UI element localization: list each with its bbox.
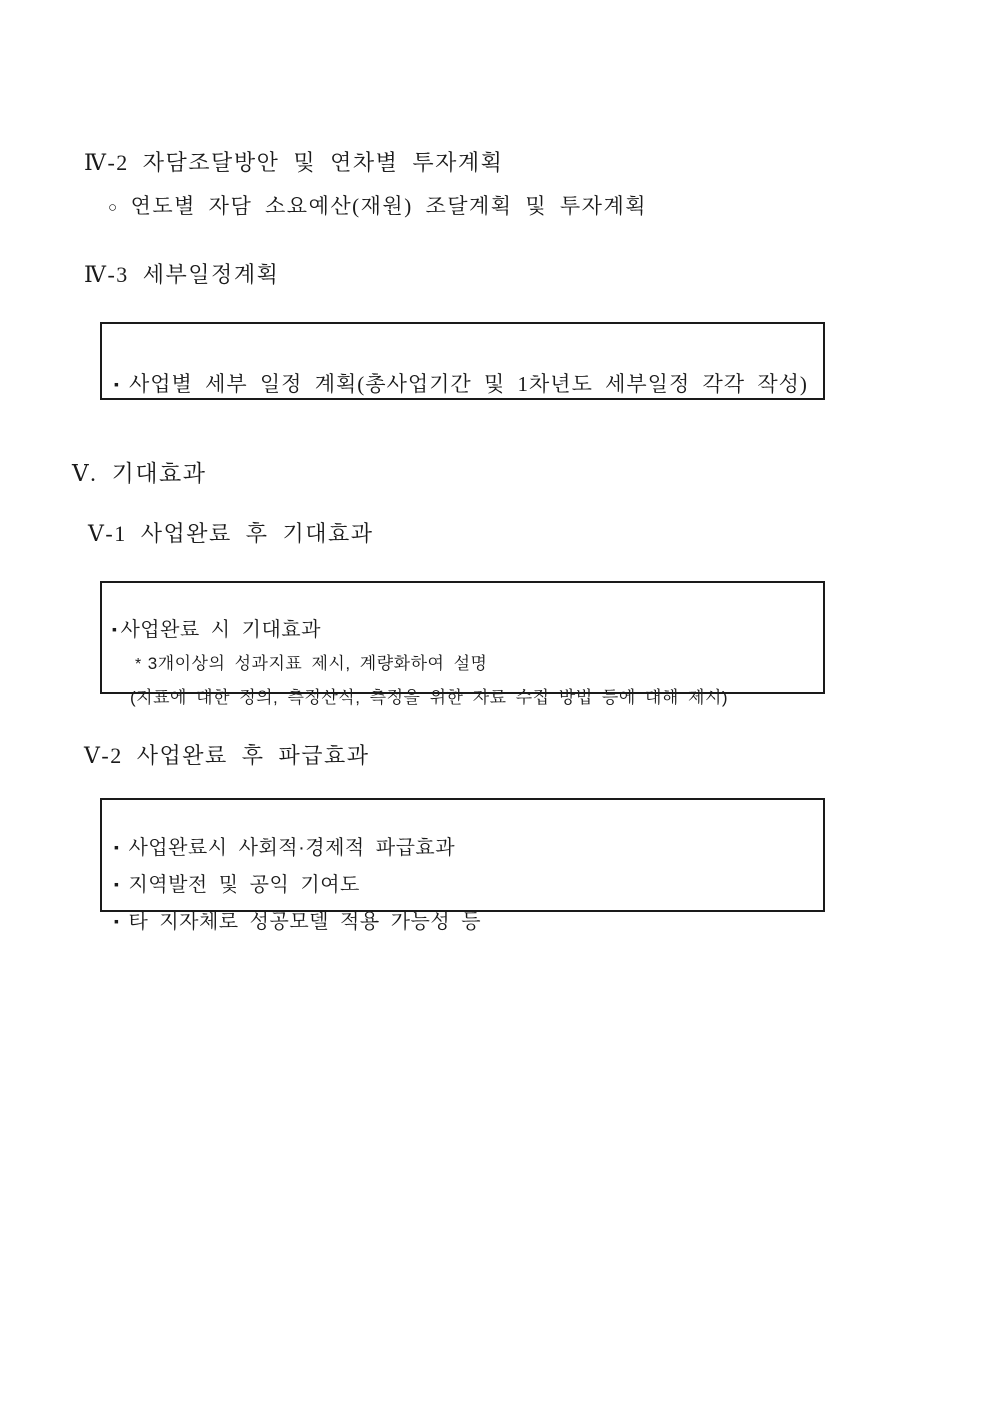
schedule-instruction-box	[100, 322, 825, 400]
circle-bullet-icon: ○	[108, 200, 119, 216]
expected-effects-box	[100, 581, 825, 707]
expected-effects-note1-text: 3개이상의 성과지표 제시, 계량화하여 설명	[147, 654, 488, 673]
heading-v-1: Ⅴ-1 사업완료 후 기대효과	[88, 521, 374, 546]
heading-iv-3: Ⅳ-3 세부일정계획	[84, 262, 280, 287]
square-bullet-icon: ▪	[114, 839, 120, 855]
expected-effects-title-line	[112, 613, 321, 642]
list-item-iv-2-text: 연도별 자담 소요예산(재원) 조달계획 및 투자계획	[130, 194, 648, 218]
expected-effects-note2-text: (지표에 대한 정의, 측정산식, 측정을 위한 자료 수집 방법 등에 대해 제시)	[130, 688, 729, 707]
ripple-effects-line	[114, 831, 455, 860]
expected-effects-note2-line	[130, 683, 728, 708]
square-bullet-icon: ▪	[114, 876, 120, 892]
square-bullet-icon: ▪	[114, 378, 120, 393]
square-bullet-icon: ▪	[112, 621, 118, 637]
expected-effects-note1-line	[135, 649, 487, 674]
heading-v: Ⅴ. 기대효과	[72, 461, 207, 486]
expected-effects-title-text: 사업완료 시 기대효과	[120, 619, 321, 641]
ripple-effects-line	[114, 868, 360, 897]
list-item-iv-2	[108, 190, 647, 220]
ripple-effects-line-text: 사업완료시 사회적·경제적 파급효과	[128, 837, 456, 859]
ripple-effects-line	[114, 905, 481, 934]
schedule-instruction-text: 사업별 세부 일정 계획(총사업기간 및 1차년도 세부일정 각각 작성)	[128, 372, 808, 396]
ripple-effects-line-text: 지역발전 및 공익 기여도	[128, 874, 360, 896]
square-bullet-icon: ▪	[114, 913, 120, 929]
heading-iv-2: Ⅳ-2 자담조달방안 및 연차별 투자계획	[84, 150, 504, 175]
ripple-effects-box	[100, 798, 825, 933]
heading-v-2: Ⅴ-2 사업완료 후 파급효과	[84, 743, 370, 768]
schedule-instruction-line	[114, 368, 808, 398]
ripple-effects-line-text: 타 지자체로 성공모델 적용 가능성 등	[128, 911, 482, 933]
asterisk-icon: *	[135, 656, 142, 673]
